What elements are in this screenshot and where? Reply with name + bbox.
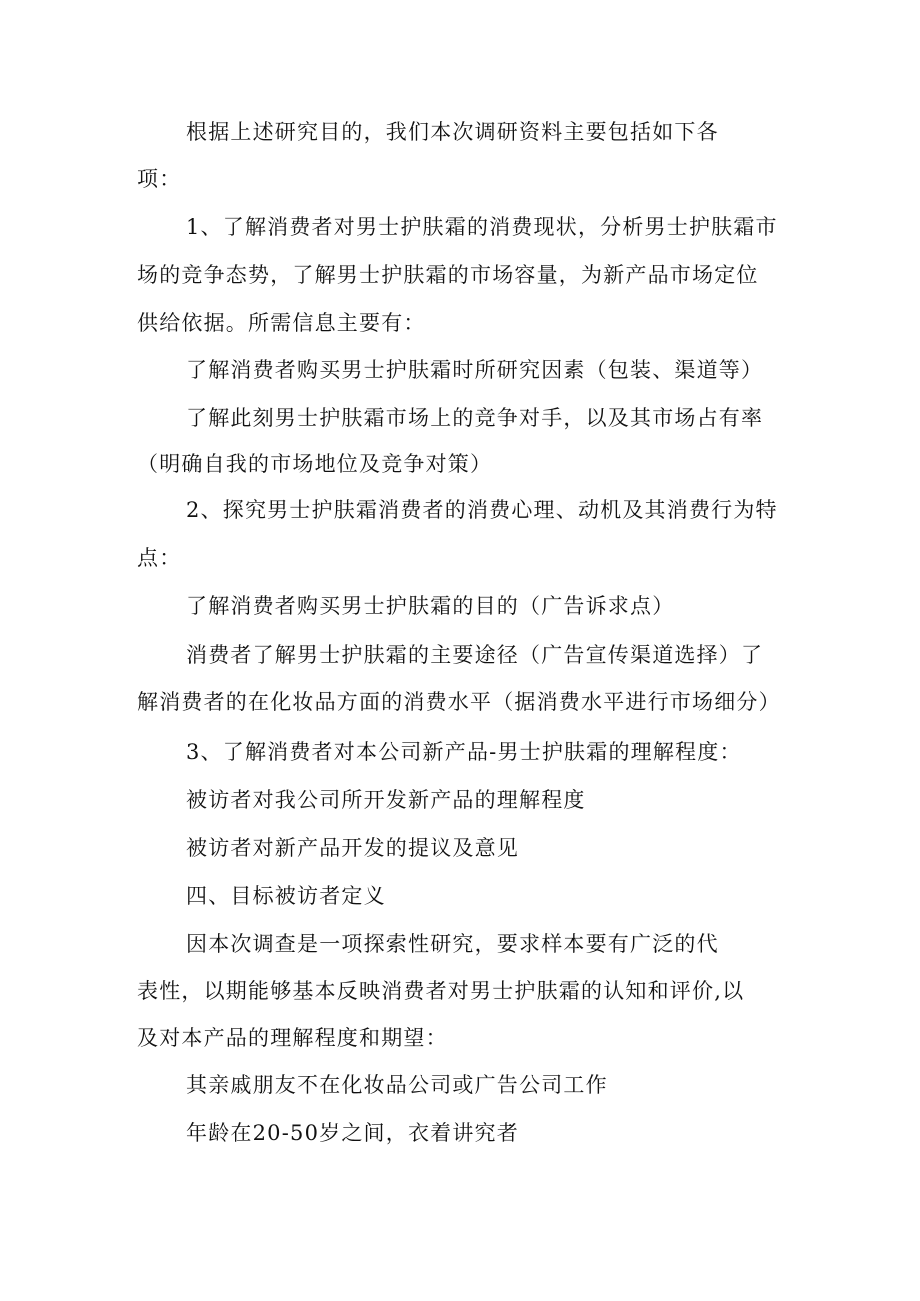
paragraph-line: （明确自我的市场地位及竞争对策） xyxy=(137,452,493,476)
paragraph-line: 及对本产品的理解程度和期望： xyxy=(137,1026,448,1050)
paragraph-line: 了解此刻男士护肤霜市场上的竞争对手，以及其市场占有率 xyxy=(186,406,764,430)
paragraph-line: 消费者了解男士护肤霜的主要途径（广告宣传渠道选择）了 xyxy=(186,643,764,667)
paragraph-line: 点： xyxy=(137,546,182,570)
paragraph-line: 供给依据。所需信息主要有： xyxy=(137,311,426,335)
paragraph-line: 根据上述研究目的，我们本次调研资料主要包括如下各 xyxy=(186,120,719,144)
paragraph-line: 因本次调查是一项探索性研究，要求样本要有广泛的代 xyxy=(186,932,719,956)
numbered-item-line: 3、了解消费者对本公司新产品-男士护肤霜的理解程度： xyxy=(186,740,742,764)
section-heading: 四、目标被访者定义 xyxy=(186,884,386,908)
paragraph-line: 年龄在20-50岁之间，衣着讲究者 xyxy=(186,1121,519,1145)
numbered-item-line: 2、探究男士护肤霜消费者的消费心理、动机及其消费行为特 xyxy=(186,498,778,522)
paragraph-line: 场的竞争态势，了解男士护肤霜的市场容量，为新产品市场定位 xyxy=(137,263,759,287)
paragraph-line: 项： xyxy=(137,167,182,191)
numbered-item-line: 1、了解消费者对男士护肤霜的消费现状，分析男士护肤霜市 xyxy=(186,215,778,239)
paragraph-line: 被访者对我公司所开发新产品的理解程度 xyxy=(186,788,586,812)
paragraph-line: 了解消费者购买男士护肤霜的目的（广告诉求点） xyxy=(186,594,675,618)
paragraph-line: 了解消费者购买男士护肤霜时所研究因素（包装、渠道等） xyxy=(186,358,764,382)
paragraph-line: 被访者对新产品开发的提议及意见 xyxy=(186,836,519,860)
paragraph-line: 解消费者的在化妆品方面的消费水平（据消费水平进行市场细分） xyxy=(137,690,781,714)
paragraph-line: 表性，以期能够基本反映消费者对男士护肤霜的认知和评价,以 xyxy=(137,979,745,1003)
paragraph-line: 其亲戚朋友不在化妆品公司或广告公司工作 xyxy=(186,1073,608,1097)
